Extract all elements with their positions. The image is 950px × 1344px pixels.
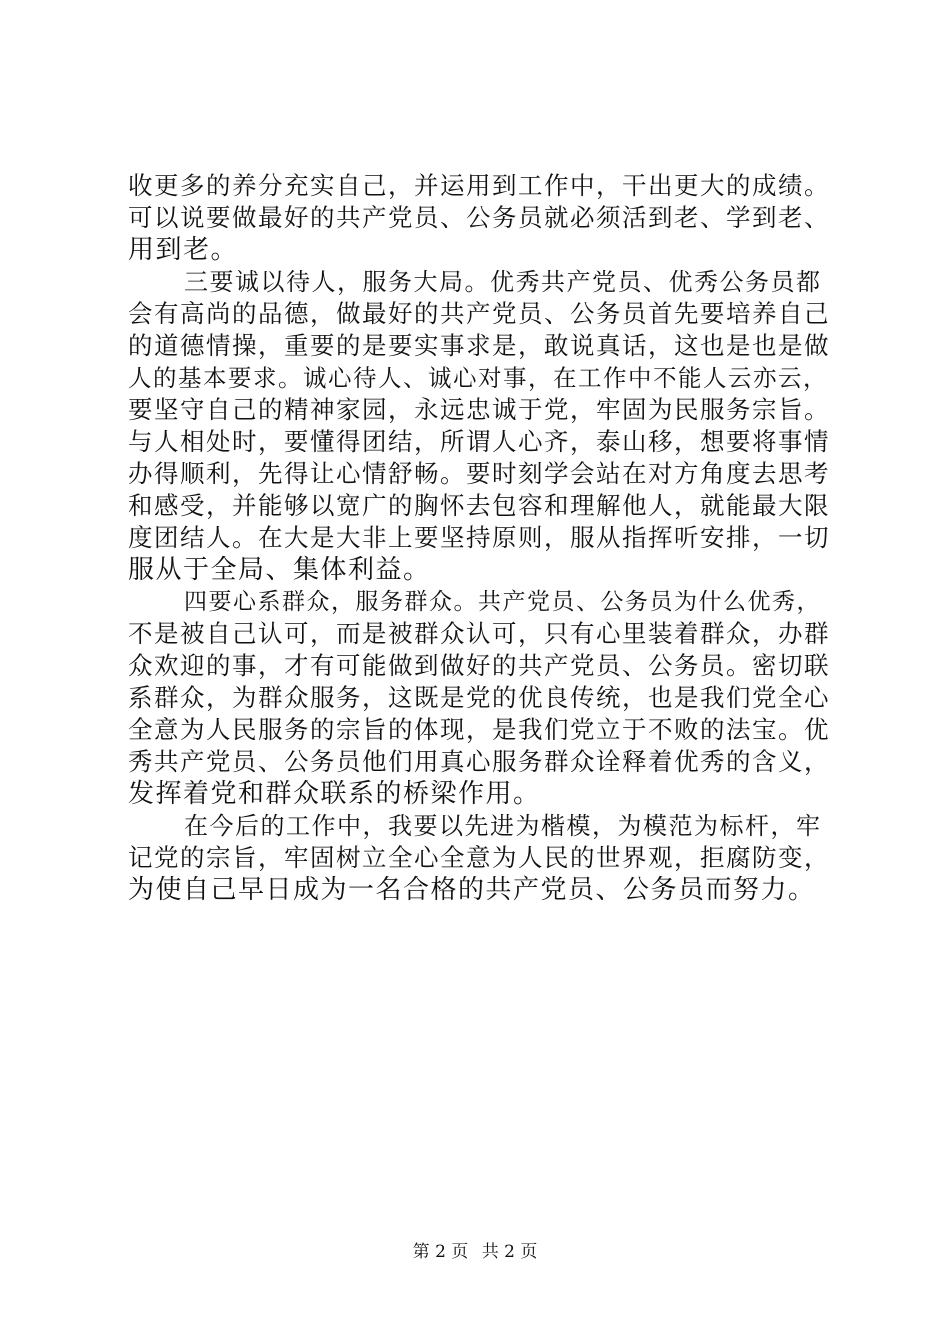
text-line: 的道德情操，重要的是要实事求是，敢说真话，这也是也是做 xyxy=(128,331,830,360)
text-line: 服从于全局、集体利益。 xyxy=(128,555,431,585)
paragraph-start-line: 四要心系群众，服务群众。共产党员、公务员为什么优秀， xyxy=(184,589,821,615)
text-line: 发挥着党和群众联系的桥梁作用。 xyxy=(128,779,541,809)
text-line: 记党的宗旨，牢固树立全心全意为人民的世界观，拒腐防变， xyxy=(128,843,830,872)
text-line: 为使自己早日成为一名合格的共产党员、公务员而努力。 xyxy=(128,875,816,905)
text-line: 众欢迎的事，才有可能做到做好的共产党员、公务员。密切联 xyxy=(128,651,830,680)
paragraph-start-line: 三要诚以待人，服务大局。优秀共产党员、优秀公务员都 xyxy=(184,268,822,296)
text-line: 会有高尚的品德，做最好的共产党员、公务员首先要培养自己 xyxy=(128,299,830,328)
text-line: 全意为人民服务的宗旨的体现，是我们党立于不败的法宝。优 xyxy=(128,715,830,744)
text-line: 度团结人。在大是大非上要坚持原则，服从指挥听安排，一切 xyxy=(128,523,830,552)
text-line: 用到老。 xyxy=(128,235,239,265)
text-line: 要坚守自己的精神家园，永远忠诚于党，牢固为民服务宗旨。 xyxy=(128,395,830,424)
text-line: 系群众，为群众服务，这既是党的优良传统，也是我们党全心 xyxy=(128,683,830,712)
text-line: 秀共产党员、公务员他们用真心服务群众诠释着优秀的含义， xyxy=(128,747,830,776)
text-line: 办得顺利，先得让心情舒畅。要时刻学会站在对方角度去思考 xyxy=(128,459,830,488)
page-total: 共 2 页 xyxy=(481,1242,538,1262)
text-line: 可以说要做最好的共产党员、公务员就必须活到老、学到老、 xyxy=(128,203,830,232)
text-line: 不是被自己认可，而是被群众认可，只有心里装着群众，办群 xyxy=(128,619,830,648)
page-number: 第 2 页 xyxy=(412,1242,469,1262)
text-line: 收更多的养分充实自己，并运用到工作中，干出更大的成绩。 xyxy=(128,171,830,200)
paragraph-start-line: 在今后的工作中，我要以先进为楷模，为模范为标杆，牢 xyxy=(184,812,822,840)
text-line: 和感受，并能够以宽广的胸怀去包容和理解他人，就能最大限 xyxy=(128,491,830,520)
text-line: 人的基本要求。诚心待人、诚心对事，在工作中不能人云亦云， xyxy=(128,364,828,392)
text-line: 与人相处时，要懂得团结，所谓人心齐，泰山移，想要将事情 xyxy=(128,427,830,456)
document-body xyxy=(128,170,832,906)
page-footer xyxy=(0,1240,950,1264)
